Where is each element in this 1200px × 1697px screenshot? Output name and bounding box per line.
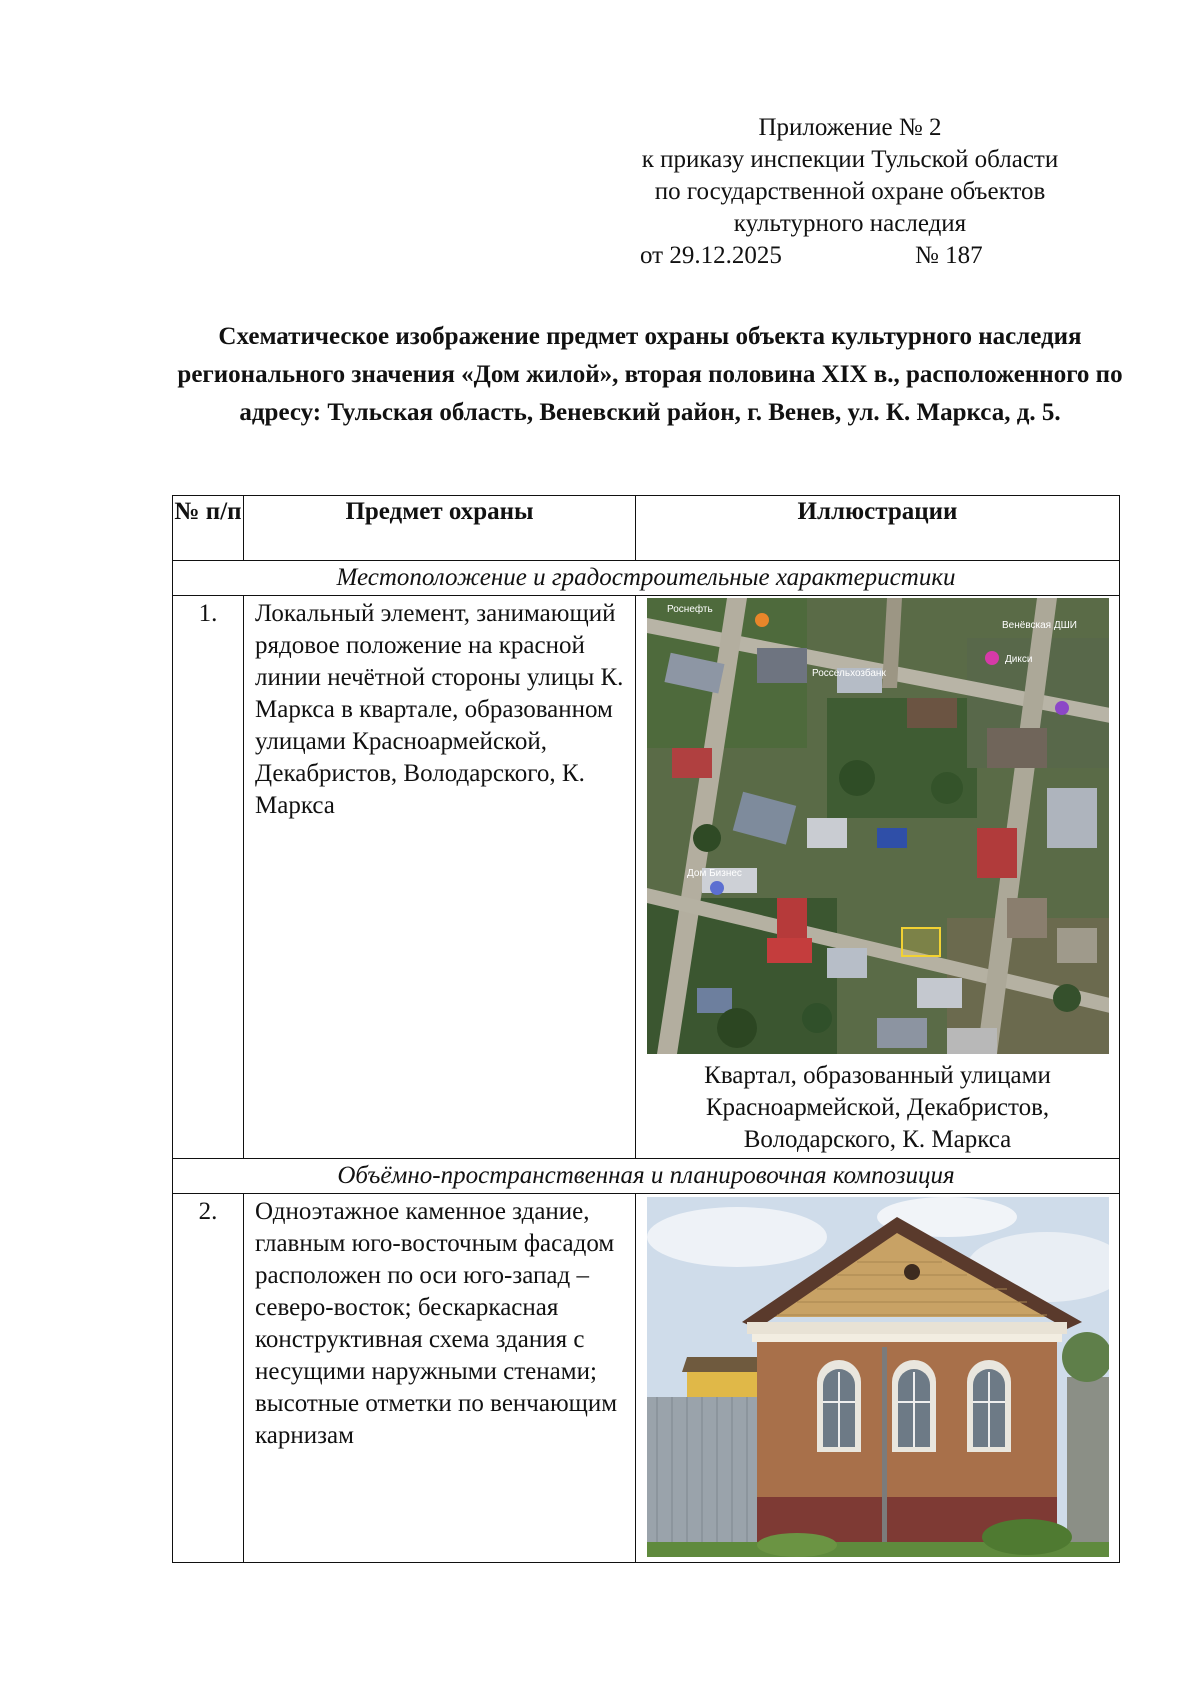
- row-illustration: [636, 596, 1120, 1159]
- appendix-header: [600, 112, 1100, 272]
- section-row: [173, 1159, 1120, 1194]
- table-header-row: [173, 496, 1120, 561]
- section-title-location: Местоположение и градостроительные характеристики: [173, 561, 1120, 596]
- satellite-map-drawing: [647, 598, 1109, 1054]
- row-subject: Локальный элемент, занимающий рядовое положение на красной линии нечётной стороны улицы К. Маркса в квартале, образованном улицами Красноармейской, Декабристов, Володарского, К. Маркса: [244, 596, 636, 1159]
- row-number: 2.: [173, 1194, 244, 1563]
- map-label-1: Роснефть: [667, 604, 713, 615]
- row-illustration: [636, 1194, 1120, 1563]
- protection-table: [172, 495, 1120, 1563]
- header-num: № п/п: [173, 496, 244, 561]
- document-title: Схематическое изображение предмет охраны объекта культурного наследия регионального значения «Дом жилой», вторая половина XIX в., расположенного по адресу: Тульская область, Веневский район, г. Венев, ул. К. Маркса, д. 5.: [177, 323, 1123, 426]
- house-photo: [647, 1197, 1109, 1557]
- row-subject: Одноэтажное каменное здание, главным юго-восточным фасадом расположен по оси юго-запад – северо-восток; бескаркасная конструктивная схема здания с несущими наружными стенами; высотные отметки по венчающим карнизам: [244, 1194, 636, 1563]
- map-label-5: Дикси: [1005, 654, 1033, 665]
- row-number: 1.: [173, 596, 244, 1159]
- section-title-composition: Объёмно-пространственная и планировочная композиция: [173, 1159, 1120, 1194]
- section-row: [173, 561, 1120, 596]
- map-label-2: Россельхозбанк: [812, 668, 886, 679]
- table-row: [173, 1194, 1120, 1563]
- map-caption: Квартал, образованный улицами Красноармейской, Декабристов, Володарского, К. Маркса: [704, 1062, 1051, 1153]
- appendix-line-3: по государственной охране объектов: [654, 178, 1046, 205]
- satellite-map-image: [647, 598, 1109, 1054]
- table-row: [173, 596, 1120, 1159]
- appendix-line-2: к приказу инспекции Тульской области: [641, 146, 1059, 173]
- header-subject: Предмет охраны: [244, 496, 636, 561]
- order-number: № 187: [915, 242, 983, 269]
- appendix-line-4: культурного наследия: [733, 210, 967, 237]
- house-photo-drawing: [647, 1197, 1109, 1557]
- order-row: [600, 240, 1100, 272]
- map-label-4: Дом Бизнес: [687, 868, 742, 879]
- map-label-3: Венёвская ДШИ: [1002, 620, 1077, 631]
- header-illustrations: Иллюстрации: [636, 496, 1120, 561]
- appendix-line-1: Приложение № 2: [758, 114, 942, 141]
- order-date: от 29.12.2025: [640, 242, 782, 269]
